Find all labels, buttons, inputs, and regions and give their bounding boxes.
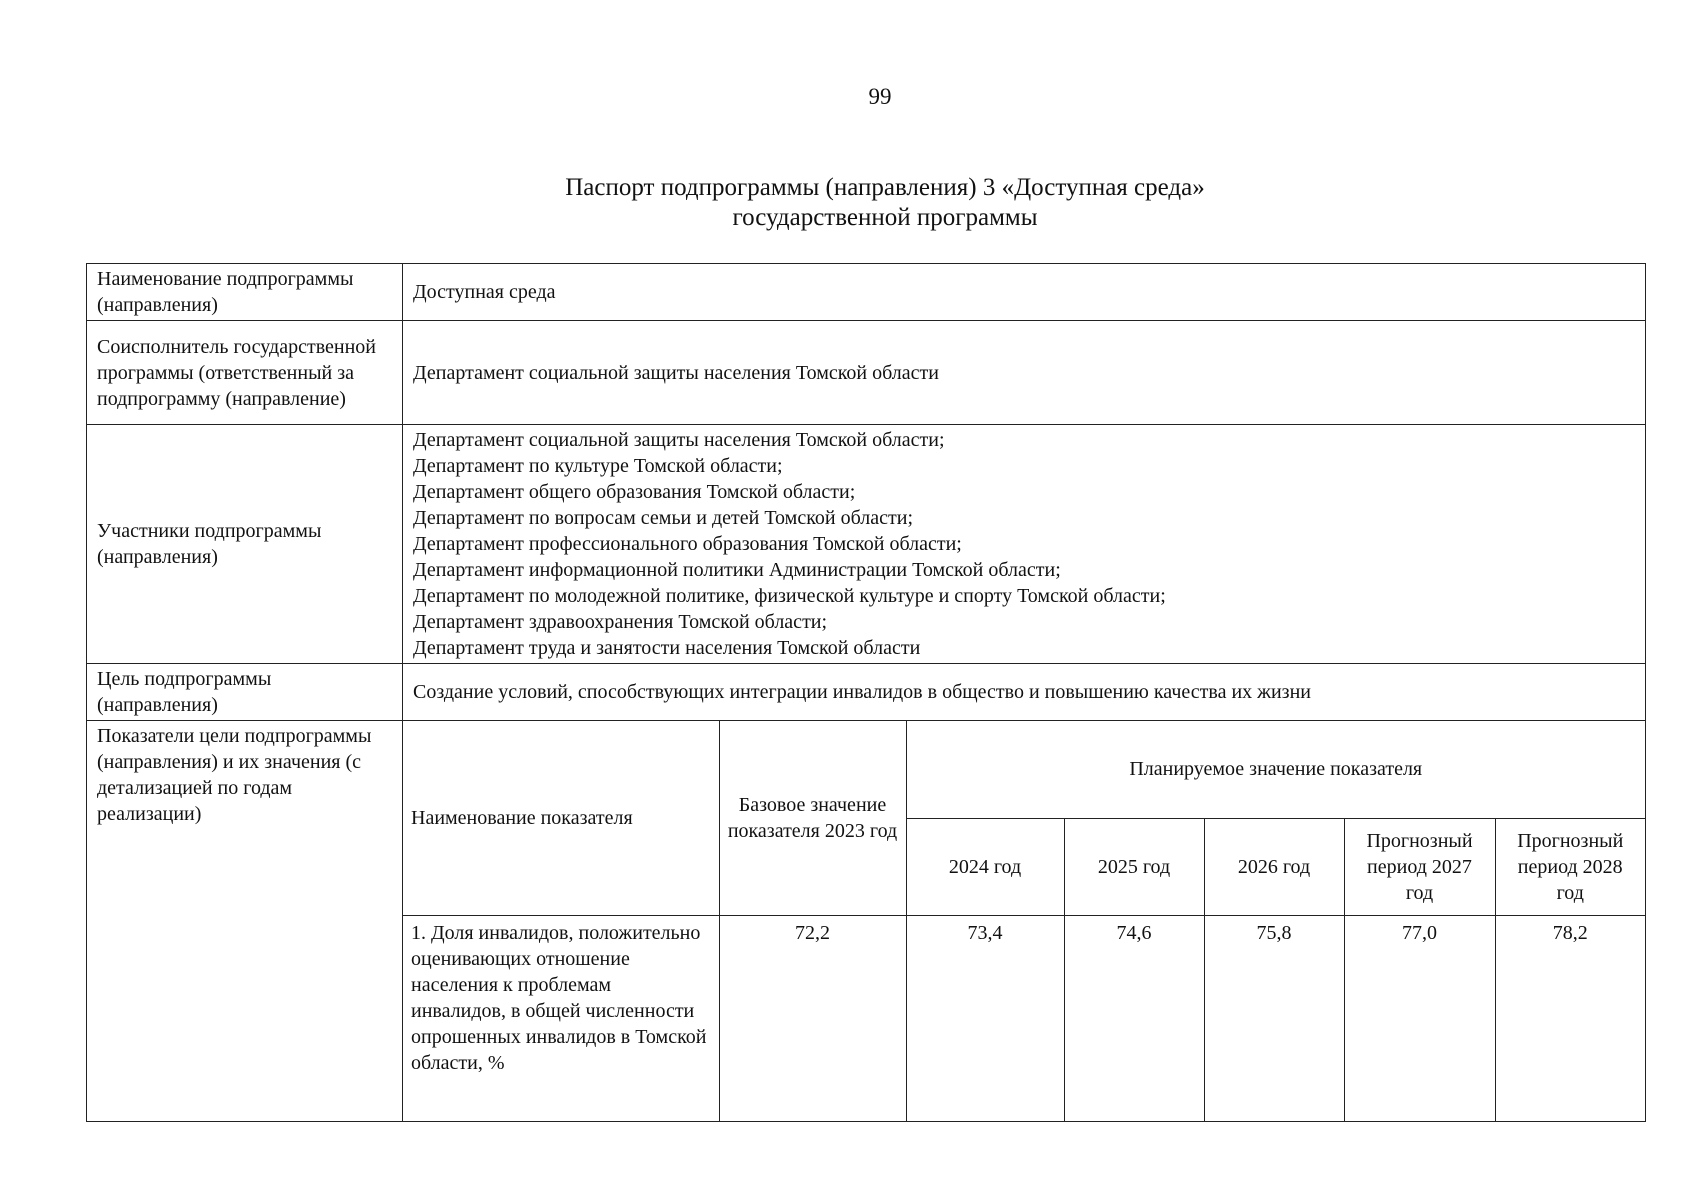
row-name-label: Наименование подпрограммы (направления) [87, 264, 403, 321]
header-forecast-2028: Прогнозный период 2028 год [1495, 818, 1645, 915]
indicator-base-value: 72,2 [719, 915, 906, 1121]
row-goal-label: Цель подпрограммы (направления) [87, 664, 403, 721]
participant-item: Департамент информационной политики Администрации Томской области; [413, 559, 1061, 581]
participant-item: Департамент по молодежной политике, физической культуре и спорту Томской области; [413, 585, 1166, 607]
indicator-row [403, 915, 1645, 1121]
indicators-table [403, 721, 1645, 1121]
row-name-value: Доступная среда [403, 264, 1646, 321]
row-participants [87, 425, 1646, 664]
header-forecast-2027: Прогнозный период 2027 год [1344, 818, 1495, 915]
participant-item: Департамент общего образования Томской области; [413, 481, 856, 503]
participant-item: Департамент здравоохранения Томской области; [413, 611, 828, 633]
header-year-2025: 2025 год [1064, 818, 1204, 915]
row-indicators-label: Показатели цели подпрограммы (направления) и их значения (с детализацией по годам реализации) [87, 721, 403, 1122]
header-base-value: Базовое значение показателя 2023 год [719, 721, 906, 915]
header-planned-value: Планируемое значение показателя [906, 721, 1645, 818]
document-title [0, 173, 1698, 233]
indicator-value-2025: 74,6 [1064, 915, 1204, 1121]
header-indicator-name: Наименование показателя [403, 721, 719, 915]
title-line-2: государственной программы [732, 204, 1038, 231]
title-line-1: Паспорт подпрограммы (направления) 3 «Доступная среда» [565, 174, 1205, 201]
header-year-2024: 2024 год [906, 818, 1064, 915]
row-coexecutor [87, 321, 1646, 425]
row-name [87, 264, 1646, 321]
participant-item: Департамент по вопросам семьи и детей Томской области; [413, 507, 914, 529]
passport-table [86, 263, 1646, 1122]
row-participants-list [403, 425, 1646, 664]
participant-item: Департамент по культуре Томской области; [413, 455, 783, 477]
indicators-container [403, 721, 1646, 1122]
indicator-value-2027: 77,0 [1344, 915, 1495, 1121]
row-goal [87, 664, 1646, 721]
indicator-value-2024: 73,4 [906, 915, 1064, 1121]
row-goal-value: Создание условий, способствующих интеграции инвалидов в общество и повышению качества их жизни [403, 664, 1646, 721]
indicator-value-2028: 78,2 [1495, 915, 1645, 1121]
participant-item: Департамент профессионального образования Томской области; [413, 533, 962, 555]
row-indicators [87, 721, 1646, 1122]
row-participants-label: Участники подпрограммы (направления) [87, 425, 403, 664]
participant-item: Департамент социальной защиты населения Томской области; [413, 429, 945, 451]
indicator-name: 1. Доля инвалидов, положительно оценивающих отношение населения к проблемам инвалидов, в общей численности опрошенных инвалидов в Томской области, % [403, 915, 719, 1121]
page-number: 99 [868, 84, 892, 109]
row-coexecutor-label: Соисполнитель государственной программы (ответственный за подпрограмму (направление) [87, 321, 403, 425]
participant-item: Департамент труда и занятости населения Томской области [413, 637, 921, 659]
header-year-2026: 2026 год [1204, 818, 1344, 915]
row-coexecutor-value: Департамент социальной защиты населения Томской области [403, 321, 1646, 425]
indicator-value-2026: 75,8 [1204, 915, 1344, 1121]
